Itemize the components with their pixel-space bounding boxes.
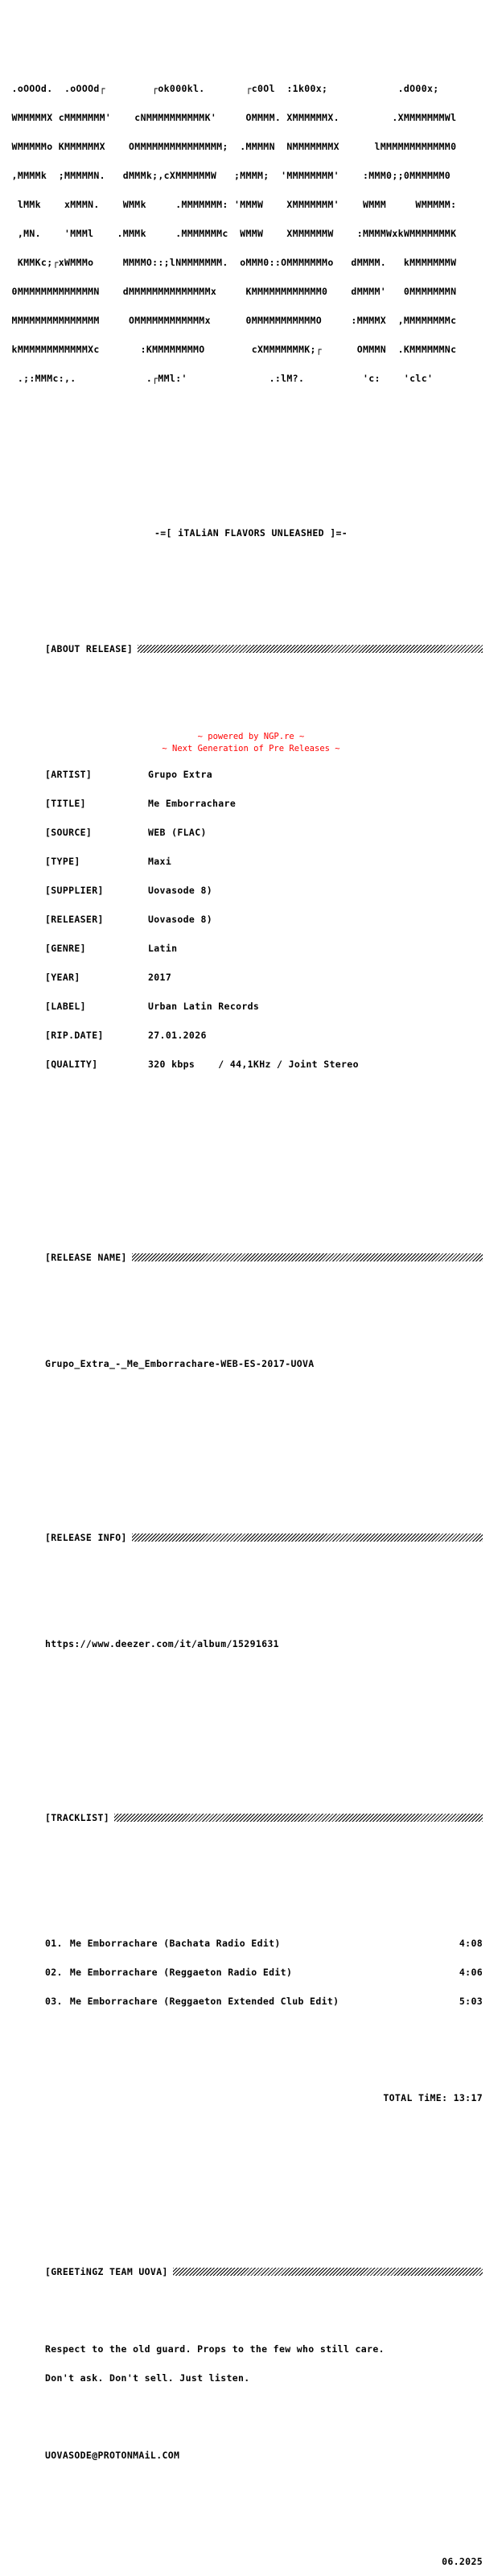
field-label: [GENRE] xyxy=(45,943,86,954)
hatch-divider xyxy=(138,645,483,653)
field-label: [TYPE] xyxy=(45,856,80,867)
field-releaser xyxy=(0,914,502,924)
track-row xyxy=(0,1996,502,2006)
track-row xyxy=(0,1967,502,1977)
field-value: Urban Latin Records xyxy=(148,1001,260,1012)
field-label: [TITLE] xyxy=(45,798,86,809)
field-value: 27.01.2026 xyxy=(148,1030,207,1041)
ascii-art-line: 0MMMMMMMMMMMMMN dMMMMMMMMMMMMMMx KMMMMMMMMMMMM0 dMMMM' 0MMMMMMMN xyxy=(0,286,457,297)
track-number: 01. xyxy=(45,1938,63,1949)
tagline: -=[ iTALiAN FLAVORS UNLEASHED ]=- xyxy=(154,527,348,539)
track-number: 03. xyxy=(45,1996,63,2007)
field-label: [LABEL] xyxy=(45,1001,86,1012)
track-row xyxy=(0,1938,502,1948)
section-title: [RELEASE NAME] xyxy=(45,1252,127,1263)
field-year xyxy=(0,972,502,982)
ascii-art-line: kMMMMMMMMMMMMXc :KMMMMMMMMO cXMMMMMMMK;┌ OMMMN .KMMMMMMNc xyxy=(0,344,457,355)
ascii-art-line: MMMMMMMMMMMMMMM OMMMMMMMMMMMMx 0MMMMMMMMMMMO :MMMMX ,MMMMMMMMc xyxy=(0,315,457,326)
field-supplier xyxy=(0,886,502,895)
field-artist xyxy=(0,770,502,779)
field-value: 2017 xyxy=(148,972,172,983)
field-label: [YEAR] xyxy=(45,972,80,983)
hatch-divider xyxy=(132,1534,483,1542)
field-value: 320 kbps / 44,1KHz / Joint Stereo xyxy=(148,1059,359,1070)
ascii-art-line: WMMMMMo KMMMMMMX OMMMMMMMMMMMMMMM; .MMMMN NMMMMMMMX lMMMMMMMMMMMM0 xyxy=(0,141,457,152)
ascii-art-line: ,MN. 'MMMl .MMMk .MMMMMMMc WMMW XMMMMMMW :MMMMWxkWMMMMMMMK xyxy=(0,228,457,239)
ascii-art-line: WMMMMMX cMMMMMMM' cNMMMMMMMMMMK' OMMMM. XMMMMMMX. .XMMMMMMMWl xyxy=(0,112,457,123)
signature-date: 06.2025 xyxy=(442,2556,483,2567)
section-title: [RELEASE INFO] xyxy=(45,1532,127,1543)
total-time: TOTAL TiME: 13:17 xyxy=(383,2092,483,2103)
section-title: [GREETiNGZ TEAM UOVA] xyxy=(45,2266,168,2277)
field-label: [SUPPLIER] xyxy=(45,885,104,896)
field-rip-date xyxy=(0,1030,502,1040)
field-source xyxy=(0,828,502,837)
greeting-line: Don't ask. Don't sell. Just listen. xyxy=(45,2372,250,2384)
footer-tagline: ~ Next Generation of Pre Releases ~ xyxy=(162,744,340,753)
field-label: [RELEASER] xyxy=(45,914,104,925)
section-title: [TRACKLIST] xyxy=(45,1812,110,1823)
greeting-line: Respect to the old guard. Props to the few who still care. xyxy=(45,2343,385,2355)
field-genre xyxy=(0,943,502,953)
footer xyxy=(0,731,502,755)
section-title: [ABOUT RELEASE] xyxy=(45,643,134,654)
field-value: Uovasode 8) xyxy=(148,914,213,925)
field-value: Grupo Extra xyxy=(148,769,213,780)
hatch-divider xyxy=(173,2268,483,2276)
contact-email: UOVASODE@PROTONMAiL.COM xyxy=(45,2450,180,2461)
nfo-document xyxy=(0,26,502,2576)
section-header-release-name xyxy=(0,1253,502,1262)
hatch-divider xyxy=(114,1814,483,1822)
section-header-release-info xyxy=(0,1533,502,1542)
release-info-row xyxy=(0,1639,502,1649)
field-quality xyxy=(0,1059,502,1069)
field-value: WEB (FLAC) xyxy=(148,827,207,838)
ascii-art-line: ,MMMMk ;MMMMMN. dMMMk;,cXMMMMMMW ;MMMM; 'MMMMMMMM' :MMM0;;0MMMMMM0 xyxy=(0,170,451,181)
track-duration: 4:08 xyxy=(459,1938,483,1949)
section-header-greetings xyxy=(0,2267,502,2277)
ascii-art-line: KMMKc;┌xWMMMo MMMMO::;lNMMMMMMM. oMMM0::OMMMMMMMo dMMMM. kMMMMMMMW xyxy=(0,257,457,268)
field-label-name xyxy=(0,1001,502,1011)
ascii-art-line: .oOOOd. .oOOOd┌ ┌ok000kl. ┌c0Ol :1k00x; .dO00x; xyxy=(0,83,439,94)
track-title: Me Emborrachare (Bachata Radio Edit) xyxy=(69,1938,281,1949)
field-label: [SOURCE] xyxy=(45,827,93,838)
field-label: [QUALITY] xyxy=(45,1059,98,1070)
ascii-banner xyxy=(0,64,502,402)
release-details xyxy=(0,750,502,1088)
field-label: [ARTIST] xyxy=(45,769,93,780)
section-header-about xyxy=(0,644,502,654)
ascii-art-line: .;:MMMc:,. .┌MMl:' .:lM?. 'c: 'clc' xyxy=(0,373,434,384)
field-value: Me Emborrachare xyxy=(148,798,237,809)
field-label: [RIP.DATE] xyxy=(45,1030,104,1041)
footer-powered-by: ~ powered by NGP.re ~ xyxy=(197,732,305,741)
field-type xyxy=(0,857,502,866)
field-value: Uovasode 8) xyxy=(148,885,213,896)
release-info-link[interactable]: https://www.deezer.com/it/album/15291631 xyxy=(45,1638,279,1649)
hatch-divider xyxy=(132,1253,483,1261)
track-title: Me Emborrachare (Reggaeton Radio Edit) xyxy=(69,1967,293,1978)
section-header-tracklist xyxy=(0,1813,502,1823)
field-value: Latin xyxy=(148,943,178,954)
track-list xyxy=(0,1919,502,2025)
track-duration: 4:06 xyxy=(459,1967,483,1978)
release-name-value: Grupo_Extra_-_Me_Emborrachare-WEB-ES-2017-UOVA xyxy=(45,1358,315,1369)
track-duration: 5:03 xyxy=(459,1996,483,2007)
track-number: 02. xyxy=(45,1967,63,1978)
field-title xyxy=(0,799,502,808)
track-title: Me Emborrachare (Reggaeton Extended Club Edit) xyxy=(69,1996,339,2007)
ascii-art-line: lMMk xMMMN. WMMk .MMMMMMM: 'MMMW XMMMMMMM' WMMM WMMMMM: xyxy=(0,199,457,210)
field-value: Maxi xyxy=(148,856,172,867)
